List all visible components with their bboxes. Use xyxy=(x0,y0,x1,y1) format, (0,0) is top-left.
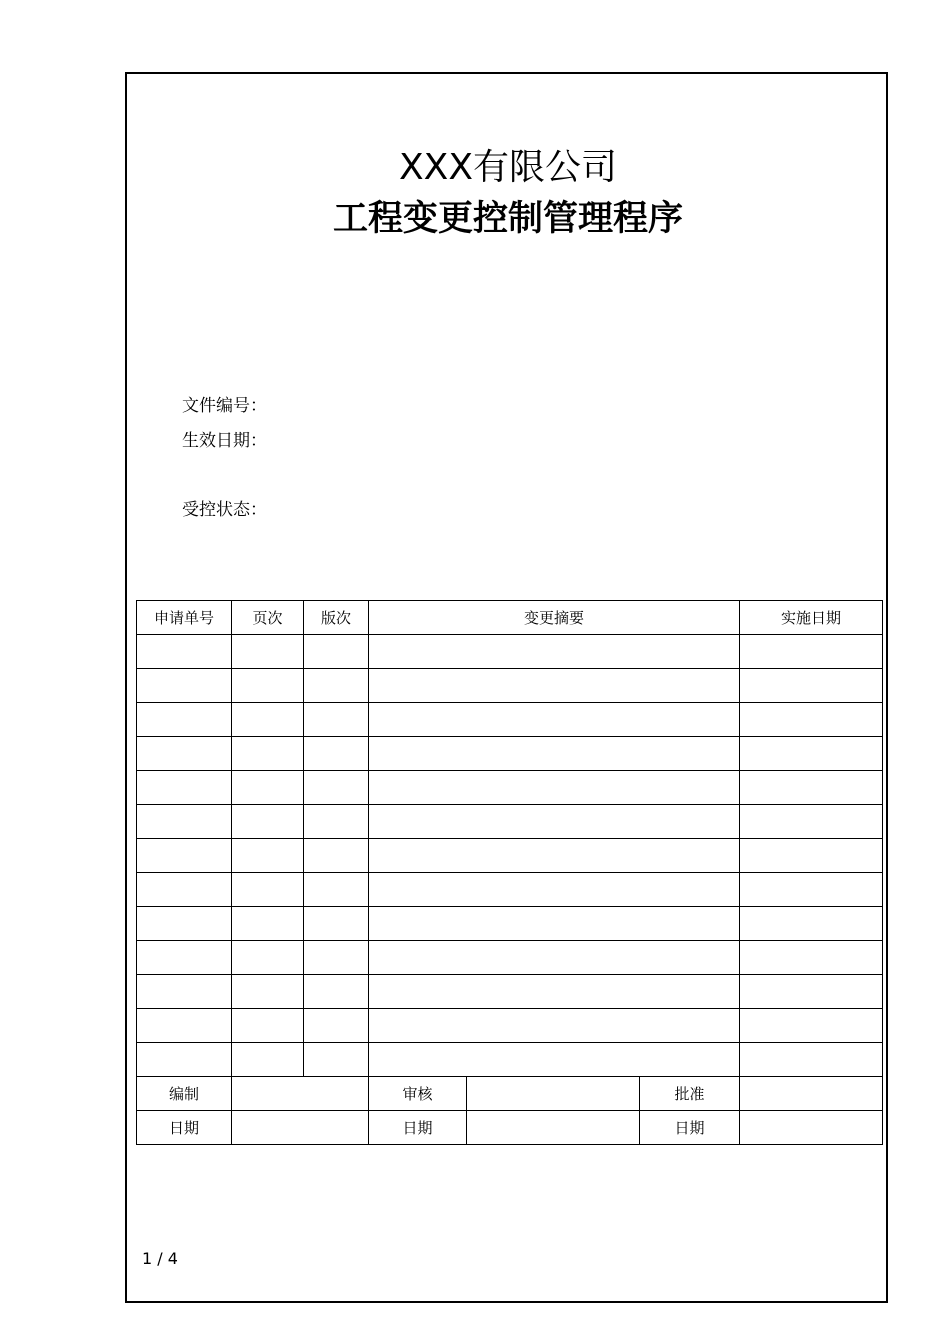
cell-version[interactable] xyxy=(304,907,369,941)
approve-label: 批准 xyxy=(640,1077,740,1111)
table-row xyxy=(137,737,883,771)
review-value[interactable] xyxy=(467,1077,640,1111)
cell-implementation-date[interactable] xyxy=(740,805,883,839)
cell-change-summary[interactable] xyxy=(369,669,740,703)
compile-label: 编制 xyxy=(137,1077,232,1111)
table-row xyxy=(137,635,883,669)
cell-page[interactable] xyxy=(232,703,304,737)
table-row xyxy=(137,703,883,737)
cell-change-summary[interactable] xyxy=(369,1043,740,1077)
cell-version[interactable] xyxy=(304,669,369,703)
cell-page[interactable] xyxy=(232,907,304,941)
control-status-label: 受控状态： xyxy=(182,500,267,520)
cell-request-no[interactable] xyxy=(137,805,232,839)
cell-implementation-date[interactable] xyxy=(740,1009,883,1043)
date-row xyxy=(137,1111,883,1145)
cell-implementation-date[interactable] xyxy=(740,941,883,975)
review-date-value[interactable] xyxy=(467,1111,640,1145)
table-row xyxy=(137,873,883,907)
cell-version[interactable] xyxy=(304,805,369,839)
cell-version[interactable] xyxy=(304,737,369,771)
table-row xyxy=(137,771,883,805)
cell-version[interactable] xyxy=(304,771,369,805)
cell-change-summary[interactable] xyxy=(369,703,740,737)
cell-version[interactable] xyxy=(304,975,369,1009)
cell-change-summary[interactable] xyxy=(369,941,740,975)
cell-implementation-date[interactable] xyxy=(740,737,883,771)
cell-page[interactable] xyxy=(232,771,304,805)
approve-value[interactable] xyxy=(740,1077,883,1111)
cell-page[interactable] xyxy=(232,737,304,771)
cell-request-no[interactable] xyxy=(137,873,232,907)
col-header-version: 版次 xyxy=(304,601,369,635)
cell-change-summary[interactable] xyxy=(369,805,740,839)
cell-change-summary[interactable] xyxy=(369,1009,740,1043)
review-label: 审核 xyxy=(369,1077,467,1111)
cell-page[interactable] xyxy=(232,1043,304,1077)
compile-value[interactable] xyxy=(232,1077,369,1111)
cell-implementation-date[interactable] xyxy=(740,839,883,873)
cell-implementation-date[interactable] xyxy=(740,771,883,805)
table-row xyxy=(137,907,883,941)
table-row xyxy=(137,1009,883,1043)
col-header-request-no: 申请单号 xyxy=(137,601,232,635)
cell-page[interactable] xyxy=(232,669,304,703)
cell-change-summary[interactable] xyxy=(369,839,740,873)
table-row xyxy=(137,975,883,1009)
cell-implementation-date[interactable] xyxy=(740,635,883,669)
cell-page[interactable] xyxy=(232,635,304,669)
table-row xyxy=(137,839,883,873)
table-row xyxy=(137,1043,883,1077)
table-row xyxy=(137,941,883,975)
doc-number-label: 文件编号： xyxy=(182,396,267,416)
approve-date-value[interactable] xyxy=(740,1111,883,1145)
cell-page[interactable] xyxy=(232,839,304,873)
page-indicator: 1 / 4 xyxy=(142,1249,178,1268)
signoff-row xyxy=(137,1077,883,1111)
cell-page[interactable] xyxy=(232,1009,304,1043)
cell-request-no[interactable] xyxy=(137,1009,232,1043)
review-date-label: 日期 xyxy=(369,1111,467,1145)
cell-page[interactable] xyxy=(232,873,304,907)
table-header-row xyxy=(137,601,883,635)
cell-request-no[interactable] xyxy=(137,635,232,669)
cell-version[interactable] xyxy=(304,703,369,737)
cell-page[interactable] xyxy=(232,805,304,839)
cell-request-no[interactable] xyxy=(137,737,232,771)
cell-implementation-date[interactable] xyxy=(740,1043,883,1077)
cell-implementation-date[interactable] xyxy=(740,873,883,907)
cell-page[interactable] xyxy=(232,941,304,975)
cell-implementation-date[interactable] xyxy=(740,703,883,737)
cell-change-summary[interactable] xyxy=(369,737,740,771)
cell-implementation-date[interactable] xyxy=(740,975,883,1009)
cell-request-no[interactable] xyxy=(137,907,232,941)
table-body xyxy=(137,635,883,1077)
cell-change-summary[interactable] xyxy=(369,873,740,907)
cell-request-no[interactable] xyxy=(137,703,232,737)
company-name: XXX有限公司 xyxy=(399,147,617,188)
cell-implementation-date[interactable] xyxy=(740,907,883,941)
cell-request-no[interactable] xyxy=(137,771,232,805)
approve-date-label: 日期 xyxy=(640,1111,740,1145)
table-row xyxy=(137,805,883,839)
cell-change-summary[interactable] xyxy=(369,907,740,941)
compile-date-value[interactable] xyxy=(232,1111,369,1145)
col-header-change-summary: 变更摘要 xyxy=(369,601,740,635)
cell-version[interactable] xyxy=(304,1009,369,1043)
cell-change-summary[interactable] xyxy=(369,771,740,805)
cell-change-summary[interactable] xyxy=(369,635,740,669)
cell-change-summary[interactable] xyxy=(369,975,740,1009)
cell-page[interactable] xyxy=(232,975,304,1009)
cell-request-no[interactable] xyxy=(137,1043,232,1077)
col-header-implementation-date: 实施日期 xyxy=(740,601,883,635)
cell-version[interactable] xyxy=(304,1043,369,1077)
cell-request-no[interactable] xyxy=(137,669,232,703)
col-header-page: 页次 xyxy=(232,601,304,635)
cell-version[interactable] xyxy=(304,839,369,873)
compile-date-label: 日期 xyxy=(137,1111,232,1145)
document-title: 工程变更控制管理程序 xyxy=(332,199,683,239)
cell-request-no[interactable] xyxy=(137,975,232,1009)
cell-version[interactable] xyxy=(304,941,369,975)
effective-date-label: 生效日期： xyxy=(182,431,267,451)
table-row xyxy=(137,669,883,703)
cell-implementation-date[interactable] xyxy=(740,669,883,703)
change-record-table xyxy=(136,600,883,1145)
cell-version[interactable] xyxy=(304,873,369,907)
cell-request-no[interactable] xyxy=(137,839,232,873)
cell-request-no[interactable] xyxy=(137,941,232,975)
cell-version[interactable] xyxy=(304,635,369,669)
